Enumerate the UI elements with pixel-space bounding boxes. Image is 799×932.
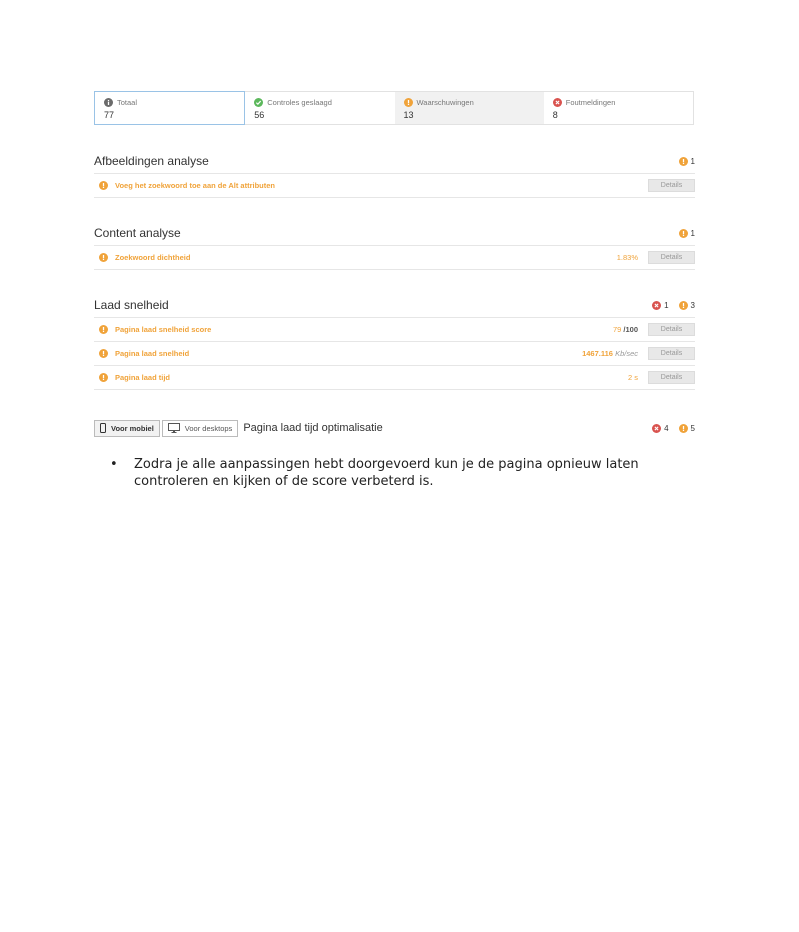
item-label: Pagina laad snelheid score — [115, 325, 212, 334]
item-label: Voeg het zoekwoord toe aan de Alt attributen — [115, 181, 276, 190]
device-section-title: Pagina laad tijd optimalisatie — [243, 422, 383, 434]
section-title: Content analyse — [94, 226, 181, 240]
section-images — [94, 149, 695, 198]
tab-count: 77 — [104, 110, 115, 120]
check-icon — [254, 98, 263, 107]
device-toggle-row — [94, 419, 695, 437]
tab-label: Waarschuwingen — [416, 97, 474, 107]
desktop-icon — [168, 423, 180, 433]
mobile-label: Voor mobiel — [111, 423, 154, 433]
list-item — [94, 174, 695, 198]
score-max: /100 — [623, 325, 638, 334]
item-label: Zoekwoord dichtheid — [115, 253, 191, 262]
desktop-toggle-button[interactable] — [162, 420, 239, 437]
speed-unit: Kb/sec — [615, 349, 638, 358]
list-item — [94, 366, 695, 390]
warning-icon — [99, 349, 108, 358]
summary-tabs — [94, 91, 694, 125]
item-value: 2 s — [627, 373, 638, 382]
details-button[interactable]: Details — [648, 323, 695, 336]
score-value: 79 — [612, 325, 622, 334]
warning-icon — [679, 424, 688, 433]
section-load-speed — [94, 293, 695, 390]
list-item — [94, 318, 695, 342]
error-count: 1 — [664, 300, 669, 310]
warning-count: 1 — [690, 228, 695, 238]
mobile-icon — [100, 423, 106, 433]
warning-icon — [679, 157, 688, 166]
tab-count: 13 — [403, 110, 414, 120]
details-button[interactable]: Details — [648, 251, 695, 264]
info-icon — [104, 98, 113, 107]
bullet-text: Zodra je alle aanpassingen hebt doorgevoerd kun je de pagina opnieuw laten controleren en kijken of de score verbeterd is. — [134, 457, 639, 489]
warning-icon — [679, 301, 688, 310]
tab-label: Foutmeldingen — [565, 97, 616, 107]
bullet-dot: • — [110, 457, 118, 472]
item-value: 1.83% — [616, 253, 638, 262]
speed-value: 1467.116 — [582, 349, 613, 358]
error-icon — [553, 98, 562, 107]
error-icon — [652, 301, 661, 310]
tab-count: 56 — [254, 110, 265, 120]
warning-count: 3 — [690, 300, 695, 310]
details-button[interactable]: Details — [648, 179, 695, 192]
list-item — [94, 246, 695, 270]
tab-errors[interactable] — [544, 92, 693, 124]
list-item — [94, 342, 695, 366]
tab-label: Totaal — [117, 97, 138, 107]
details-button[interactable]: Details — [648, 371, 695, 384]
warning-count: 5 — [690, 423, 695, 433]
error-count: 4 — [664, 423, 669, 433]
desktop-label: Voor desktops — [184, 423, 233, 433]
warning-icon — [679, 229, 688, 238]
warning-icon — [99, 325, 108, 334]
tab-passed[interactable] — [245, 92, 394, 124]
section-title: Laad snelheid — [94, 298, 169, 312]
details-button[interactable]: Details — [648, 347, 695, 360]
warning-icon — [99, 373, 108, 382]
tab-warnings[interactable] — [395, 92, 544, 124]
warning-icon — [99, 181, 108, 190]
item-label: Pagina laad tijd — [115, 373, 171, 382]
item-label: Pagina laad snelheid — [115, 349, 190, 358]
mobile-toggle-button[interactable] — [94, 420, 160, 437]
warning-icon — [404, 98, 413, 107]
warning-icon — [99, 253, 108, 262]
tab-count: 8 — [552, 110, 558, 120]
warning-count: 1 — [690, 156, 695, 166]
item-value — [582, 349, 638, 358]
bullet-list-item — [110, 456, 710, 490]
error-icon — [652, 424, 661, 433]
tab-total[interactable] — [94, 91, 245, 125]
section-content — [94, 221, 695, 270]
tab-label: Controles geslaagd — [267, 97, 332, 107]
item-value — [613, 325, 638, 334]
section-title: Afbeeldingen analyse — [94, 154, 209, 168]
